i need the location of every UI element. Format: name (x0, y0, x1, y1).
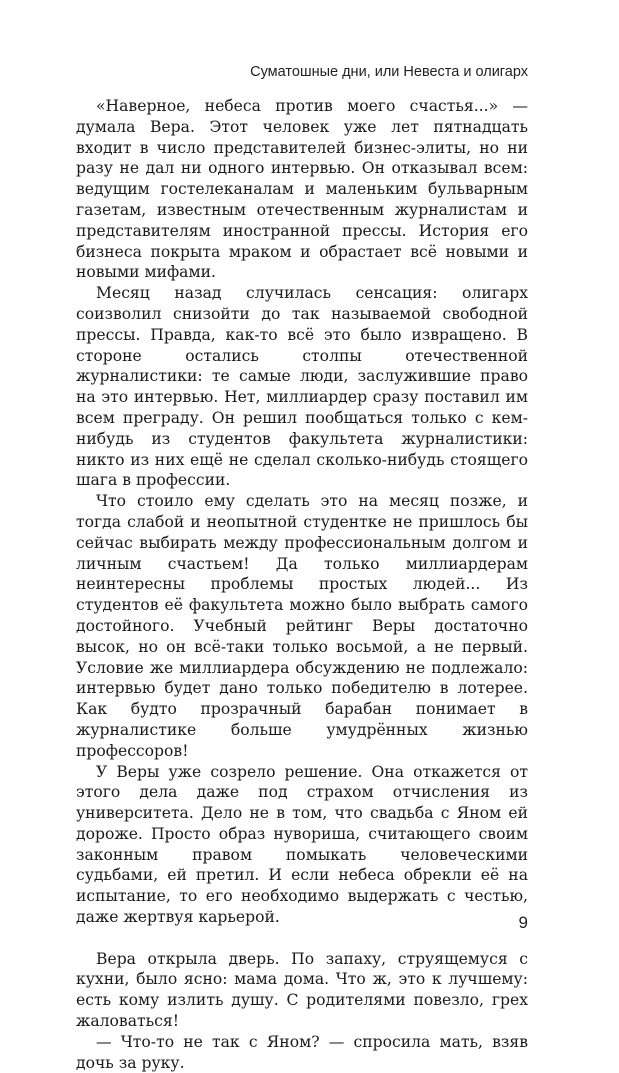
page-number: 9 (518, 913, 528, 932)
paragraph: — Что-то не так с Яном? — спросила мать, взяв дочь за руку. (76, 1032, 528, 1072)
paragraph: Что стоило ему сделать это на месяц позже, и тогда слабой и неопытной студентке не пришлось бы сейчас выбирать между профессиональным долгом и личным счастьем! Да только миллиардерам неинтересны проблемы простых людей... Из студентов её факультета можно было выбрать самого достойного. Учебный рейтинг Веры достаточно высок, но он всё-таки только восьмой, а не первый. Условие же миллиардера обсуждению не подлежало: интервью будет дано только победителю в лотерее. Как будто прозрачный барабан понимает в журналистике больше умудрённых жизнью профессоров! (76, 492, 528, 760)
paragraph: Месяц назад случилась сенсация: олигарх соизволил снизойти до так называемой свободной прессы. Правда, как-то всё это было извращено. В стороне остались столпы отечественной журналистики: те самые люди, заслужившие право на это интервью. Нет, миллиардер сразу поставил им всем преграду. Он решил пообщаться только с кем-нибудь из студентов факультета журналистики: никто из них ещё не сделал сколько-нибудь стоящего шага в профессии. (76, 284, 528, 490)
running-head: Суматошные дни, или Невеста и олигарх (250, 64, 528, 80)
paragraph: У Веры уже созрело решение. Она откажется от этого дела даже под страхом отчисления из университета. Дело не в том, что свадьба с Яном ей дороже. Просто образ нувориша, считающего своим законным правом помыкать человеческими судьбами, ей претил. И если небеса обрекли её на испытание, то его необходимо выдержать с честью, даже жертвуя карьерой. (76, 762, 528, 927)
paragraph: Вера открыла дверь. По запаху, струящемуся с кухни, было ясно: мама дома. Что ж, это к лучшему: есть кому излить душу. С родителями повезло, грех жаловаться! (76, 949, 528, 1031)
paragraph: «Наверное, небеса против моего счастья...» — думала Вера. Этот человек уже лет пятнадцать входит в число представителей бизнес-элиты, но ни разу не дал ни одного интервью. Он отказывал всем: ведущим гостелеканалам и маленьким бульварным газетам, известным отечественным журналистам и представителям иностранной прессы. История его бизнеса покрыта мраком и обрастает всё новыми и новыми мифами. (76, 97, 528, 282)
